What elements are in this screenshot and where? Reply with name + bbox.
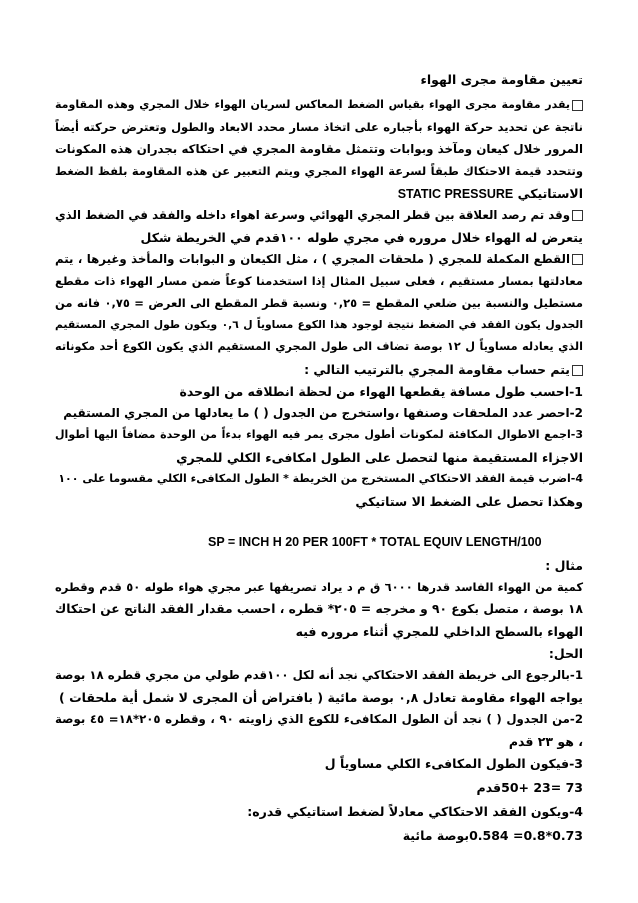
solution-line: 3-فيكون الطول المكافىء الكلي مساوياً ل	[324, 756, 583, 771]
solution-line: ، هو ٢٣ قدم	[508, 734, 583, 749]
paragraph-line: الذي يعادله مساوياً ل ١٢ بوصة تضاف الى طول المجري المستقيم الذي يكون الكوع أحد مكوناته	[55, 340, 583, 353]
paragraph-line: يقدر مقاومة مجرى الهواء بقياس الضغط المعاكس لسريان الهواء خلال المجري وهذه المقاومة	[55, 98, 583, 111]
solution-line: 1-بالرجوع الى خريطة الفقد الاحتكاكي نجد أنه لكل ١٠٠قدم طولي من مجري قطره ١٨ بوصة	[55, 668, 583, 682]
paragraph-line: الاستاتيكي STATIC PRESSURE	[397, 186, 583, 201]
steps-intro: يتم حساب مقاومة المجري بالترتيب التالي :	[55, 362, 583, 377]
missing-glyph-icon	[572, 100, 583, 111]
step-item: 2-احصر عدد الملحقات وصنفها ،واستخرج من الجدول ( ) ما يعادلها من المجري المستقيم	[63, 406, 583, 420]
paragraph-line: وقد تم رصد العلاقة بين قطر المجري الهوائي وسرعة اهواء داخله والفقد في الضغط الذي	[55, 208, 583, 222]
solution-line: يواجه الهواء مقاومة تعادل ٠,٨ بوصة مائية ( بافتراض أن المجرى لا شمل أية ملحقات )	[59, 690, 583, 705]
step-item: وهكذا تحصل على الضغط الا ستاتيكي	[355, 494, 583, 509]
paragraph-line: معادلتها بمسار مستقيم ، فعلى سبيل المثال إذا استخدمنا كوعاً ضمن مسار الهواء ذات مقطع	[55, 274, 583, 288]
paragraph-line: الجدول يكون الفقد في الضغط نتيجة لوجود هذا الكوع مساوياً ل ٠,٦ ويكون طول المجري المستقيم	[55, 318, 584, 331]
example-label: مثال :	[545, 558, 583, 573]
solution-line: 4-ويكون الفقد الاحتكاكي معادلاً لضغط استاتيكي قدره:	[247, 804, 583, 819]
static-pressure-term: STATIC PRESSURE	[397, 187, 514, 201]
missing-glyph-icon	[572, 210, 583, 221]
missing-glyph-icon	[572, 254, 583, 265]
example-line: الهواء بالسطح الداخلي للمجري أثناء مروره فيه	[295, 624, 583, 639]
section-title: تعيين مقاومة مجرى الهواء	[420, 72, 583, 87]
step-item: 4-اضرب قيمة الفقد الاحتكاكي المستخرج من الخريطة * الطول المكافىء الكلي مقسوما على ١٠٠	[58, 472, 583, 485]
paragraph-line: القطع المكملة للمجري ( ملحقات المجري ) ، مثل الكيعان و البوابات والمأخذ وغيرها ، يتم	[55, 252, 583, 266]
solution-label: الحل:	[548, 646, 583, 661]
calc-line: 0.73*0.8= 0.584بوصة مائية	[402, 828, 583, 843]
calc-line: 73 =23 +50قدم	[476, 780, 583, 795]
missing-glyph-icon	[572, 365, 583, 376]
formula: SP = INCH H 20 PER 100FT * TOTAL EQUIV LENGTH/100	[208, 535, 542, 549]
paragraph-line: يتعرض له الهواء خلال مروره في مجري طوله ١٠٠قدم في الخريطة شكل	[140, 230, 583, 245]
paragraph-line: وتتحدد قيمة الاحتكاك طبقاً لسرعة الهواء المجري ويتم التعبير عن هذه المقاومة بلفظ الضغط	[55, 164, 583, 178]
paragraph-line: المرور خلال كيعان ومآخذ وبوابات وتتمثل مقاومة المجري في احتكاكه بجدران هذه المكونات	[55, 142, 583, 156]
step-item: الاجزاء المستقيمة منها لتحصل على الطول امكافىء الكلي للمجري	[176, 450, 583, 465]
step-item: 3-اجمع الاطوال المكافئة لمكونات أطول مجرى يمر فيه الهواء بدءاً من الوحدة مضافاً اليها أطوال	[55, 428, 583, 441]
solution-line: 2-من الجدول ( ) نجد أن الطول المكافىء للكوع الذي زاويته ٩٠ ، وقطره ٢٠٥*١٨= ٤٥ بوصة	[55, 712, 584, 726]
step-item: 1-احسب طول مسافة يقطعها الهواء من لحظة انطلاقه من الوحدة	[179, 384, 583, 399]
paragraph-line: ناتجة عن تحديد حركة الهواء بأجباره على اتخاذ مسار محدد الابعاد والطول وتعترض حركته أيضاً	[55, 120, 583, 134]
paragraph-line: مستطيل والنسبة بين ضلعي المقطع = ٠,٢٥ ونسبة قطر المقطع الى العرض = ٠,٧٥ فانه من	[55, 296, 583, 310]
example-line: ١٨ بوصة ، متصل بكوع ٩٠ و مخرجه = ٢٠٥* قطره ، احسب مقدار الفقد الناتج عن احتكاك	[55, 602, 583, 616]
example-line: كمية من الهواء الفاسد قدرها ٦٠٠٠ ق م د يراد تصريفها عبر مجري هواء طوله ٥٠ قدم وقطره	[55, 580, 584, 594]
